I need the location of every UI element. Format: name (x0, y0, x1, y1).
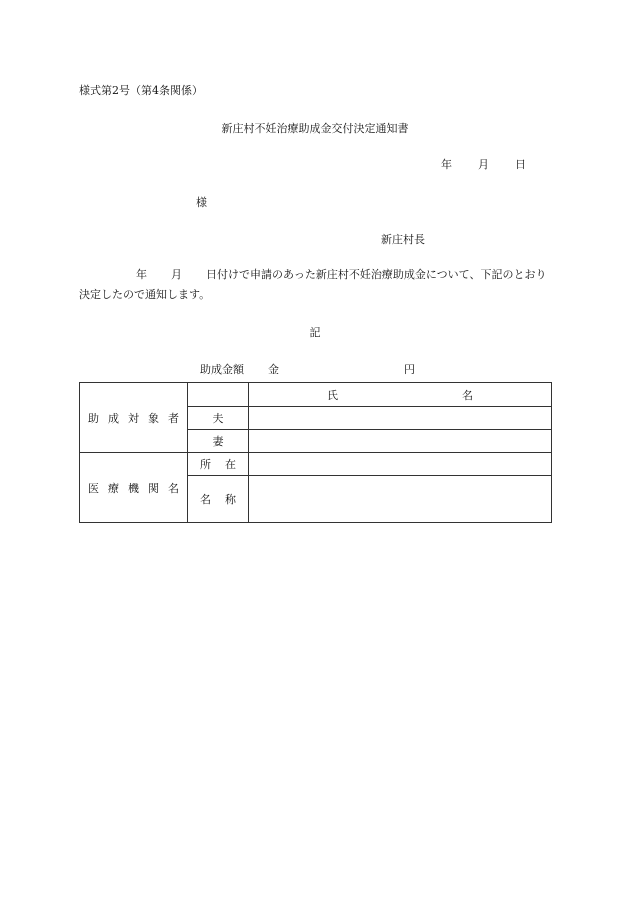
document-title: 新庄村不妊治療助成金交付決定通知書 (221, 122, 409, 135)
recipient-group-label: 助成対象者 (88, 411, 179, 425)
amount-unit: 円 (404, 363, 415, 376)
amount-label: 助成金額 (200, 363, 244, 376)
table-header-row (80, 383, 552, 407)
address-label-cell (188, 453, 249, 476)
body-text (79, 265, 554, 305)
address-field[interactable] (249, 453, 552, 476)
blank-header-cell (188, 383, 249, 407)
ki-heading: 記 (309, 326, 321, 339)
body-month: 月 (171, 268, 182, 281)
name-label: 名称 (200, 493, 236, 506)
issuer: 新庄村長 (381, 233, 425, 246)
form-number: 様式第2号（第4条関係） (79, 84, 203, 97)
amount-prefix: 金 (268, 363, 279, 376)
details-table (79, 382, 552, 523)
institution-group-label: 医療機関名 (88, 481, 179, 495)
table-row-address (80, 453, 552, 476)
institution-name-field[interactable] (249, 476, 552, 523)
institution-group-cell (80, 453, 188, 523)
wife-label: 妻 (188, 430, 249, 453)
husband-name-field[interactable] (249, 407, 552, 430)
name-header-cell (249, 383, 552, 407)
recipient-suffix: 様 (196, 196, 207, 209)
name-label-cell (188, 476, 249, 523)
recipient-group-cell (80, 383, 188, 453)
date-day: 日 (515, 158, 526, 171)
name-header-label: 氏 名 (327, 388, 473, 402)
date-year: 年 (441, 158, 452, 171)
date-line (441, 156, 526, 172)
amount-line (200, 361, 415, 377)
body-year: 年 (136, 268, 147, 281)
body-sentence: 日付けで申請のあった新庄村不妊治療助成金について、下記のとおり決定したので通知します。 (79, 268, 547, 301)
husband-label: 夫 (188, 407, 249, 430)
wife-name-field[interactable] (249, 430, 552, 453)
address-label: 所在 (200, 458, 236, 471)
date-month: 月 (478, 158, 489, 171)
